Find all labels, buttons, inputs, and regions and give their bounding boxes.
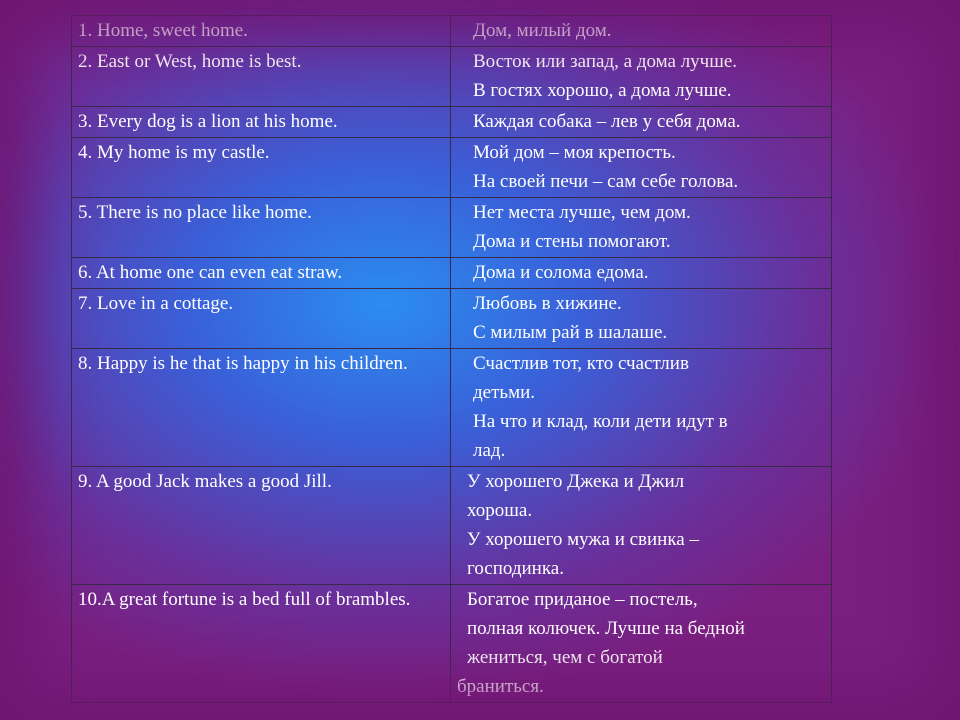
english-proverb: 9. A good Jack makes a good Jill. — [72, 467, 451, 585]
table-row — [72, 585, 832, 703]
russian-line: господинка. — [467, 558, 564, 579]
table-row — [72, 198, 832, 258]
table-row — [72, 467, 832, 585]
russian-line: Мой дом – моя крепость. — [473, 142, 676, 163]
table-row — [72, 107, 832, 138]
table-row — [72, 289, 832, 349]
russian-line: Дом, милый дом. — [473, 20, 612, 41]
english-proverb: 4. My home is my castle. — [72, 138, 451, 198]
proverbs-table — [71, 15, 832, 703]
russian-equivalent — [451, 289, 832, 349]
russian-line: В гостях хорошо, а дома лучше. — [473, 80, 732, 101]
english-proverb: 6. At home one can even eat straw. — [72, 258, 451, 289]
english-proverb: 1. Home, sweet home. — [72, 16, 451, 47]
russian-equivalent — [451, 16, 832, 47]
table-row — [72, 16, 832, 47]
russian-line: У хорошего мужа и свинка – — [467, 529, 699, 550]
russian-line: Любовь в хижине. — [473, 293, 622, 314]
table-row — [72, 138, 832, 198]
english-proverb: 7. Love in a cottage. — [72, 289, 451, 349]
table-row — [72, 258, 832, 289]
table-row — [72, 349, 832, 467]
russian-line: У хорошего Джека и Джил — [467, 471, 685, 492]
english-proverb: 10.A great fortune is a bed full of brambles. — [72, 585, 451, 703]
russian-line: С милым рай в шалаше. — [473, 322, 668, 343]
table-row — [72, 47, 832, 107]
russian-line: полная колючек. Лучше на бедной — [467, 618, 745, 639]
english-proverb: 5. There is no place like home. — [72, 198, 451, 258]
english-proverb: 2. East or West, home is best. — [72, 47, 451, 107]
russian-line: Восток или запад, а дома лучше. — [473, 51, 738, 72]
russian-line: На что и клад, коли дети идут в — [473, 411, 728, 432]
russian-line: детьми. — [473, 382, 536, 403]
english-proverb: 3. Every dog is a lion at his home. — [72, 107, 451, 138]
russian-line: На своей печи – сам себе голова. — [473, 171, 739, 192]
russian-equivalent — [451, 198, 832, 258]
russian-line: жениться, чем с богатой — [467, 647, 663, 668]
russian-line: лад. — [473, 440, 506, 461]
russian-line: Богатое приданое – постель, — [467, 589, 698, 610]
russian-line: Счастлив тот, кто счастлив — [473, 353, 689, 374]
russian-equivalent — [451, 138, 832, 198]
english-proverb: 8. Happy is he that is happy in his children. — [72, 349, 451, 467]
russian-line: Каждая собака – лев у себя дома. — [473, 111, 741, 132]
russian-equivalent — [451, 47, 832, 107]
russian-line: Нет места лучше, чем дом. — [473, 202, 691, 223]
russian-equivalent — [451, 585, 832, 703]
russian-equivalent — [451, 107, 832, 138]
russian-equivalent — [451, 467, 832, 585]
russian-line: хороша. — [467, 500, 533, 521]
russian-line: Дома и солома едома. — [473, 262, 649, 283]
russian-equivalent — [451, 258, 832, 289]
russian-line: Дома и стены помогают. — [473, 231, 671, 252]
russian-line: браниться. — [457, 676, 544, 697]
russian-equivalent — [451, 349, 832, 467]
